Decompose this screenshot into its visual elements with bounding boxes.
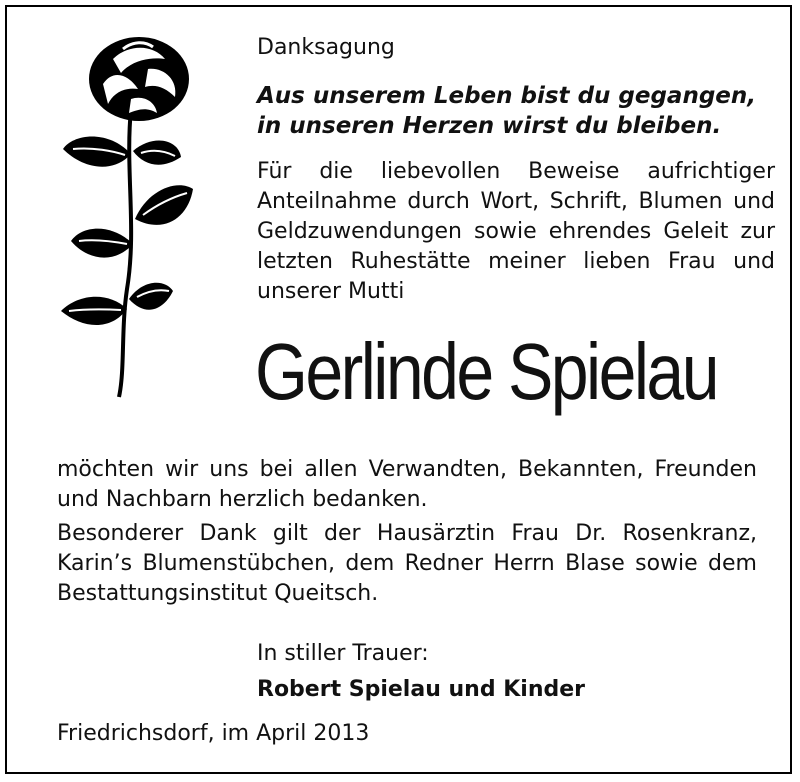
- special-thanks-paragraph: Besonderer Dank gilt der Hausärztin Frau Dr. Rosenkranz, Karin’s Blumenstübchen, dem Redner Herrn Blase sowie dem Bestattungsinstitut Queitsch.: [57, 521, 757, 606]
- place-date: Friedrichsdorf, im April 2013: [57, 721, 370, 746]
- thanks-paragraph: möchten wir uns bei allen Verwandten, Bekannten, Freunden und Nachbarn herzlich bedanken.: [57, 457, 757, 512]
- deceased-name: Gerlinde Spielau: [255, 327, 717, 416]
- mourning-label: In stiller Trauer:: [257, 641, 429, 666]
- family-signature: Robert Spielau und Kinder: [257, 677, 586, 702]
- notice-heading: Danksagung: [257, 35, 395, 60]
- verse-line: in unseren Herzen wirst du bleiben.: [257, 113, 722, 139]
- intro-paragraph: Für die liebevollen Beweise aufrichtiger Anteilnahme durch Wort, Schrift, Blumen und Geldzuwendungen sowie ehrendes Geleit zur letzten Ruhestätte meiner lieben Frau und unserer Mutti: [257, 159, 775, 304]
- obituary-frame: [5, 5, 792, 774]
- memorial-verse: [257, 81, 756, 141]
- rose-icon: [53, 29, 213, 401]
- verse-line: Aus unserem Leben bist du gegangen,: [257, 83, 757, 109]
